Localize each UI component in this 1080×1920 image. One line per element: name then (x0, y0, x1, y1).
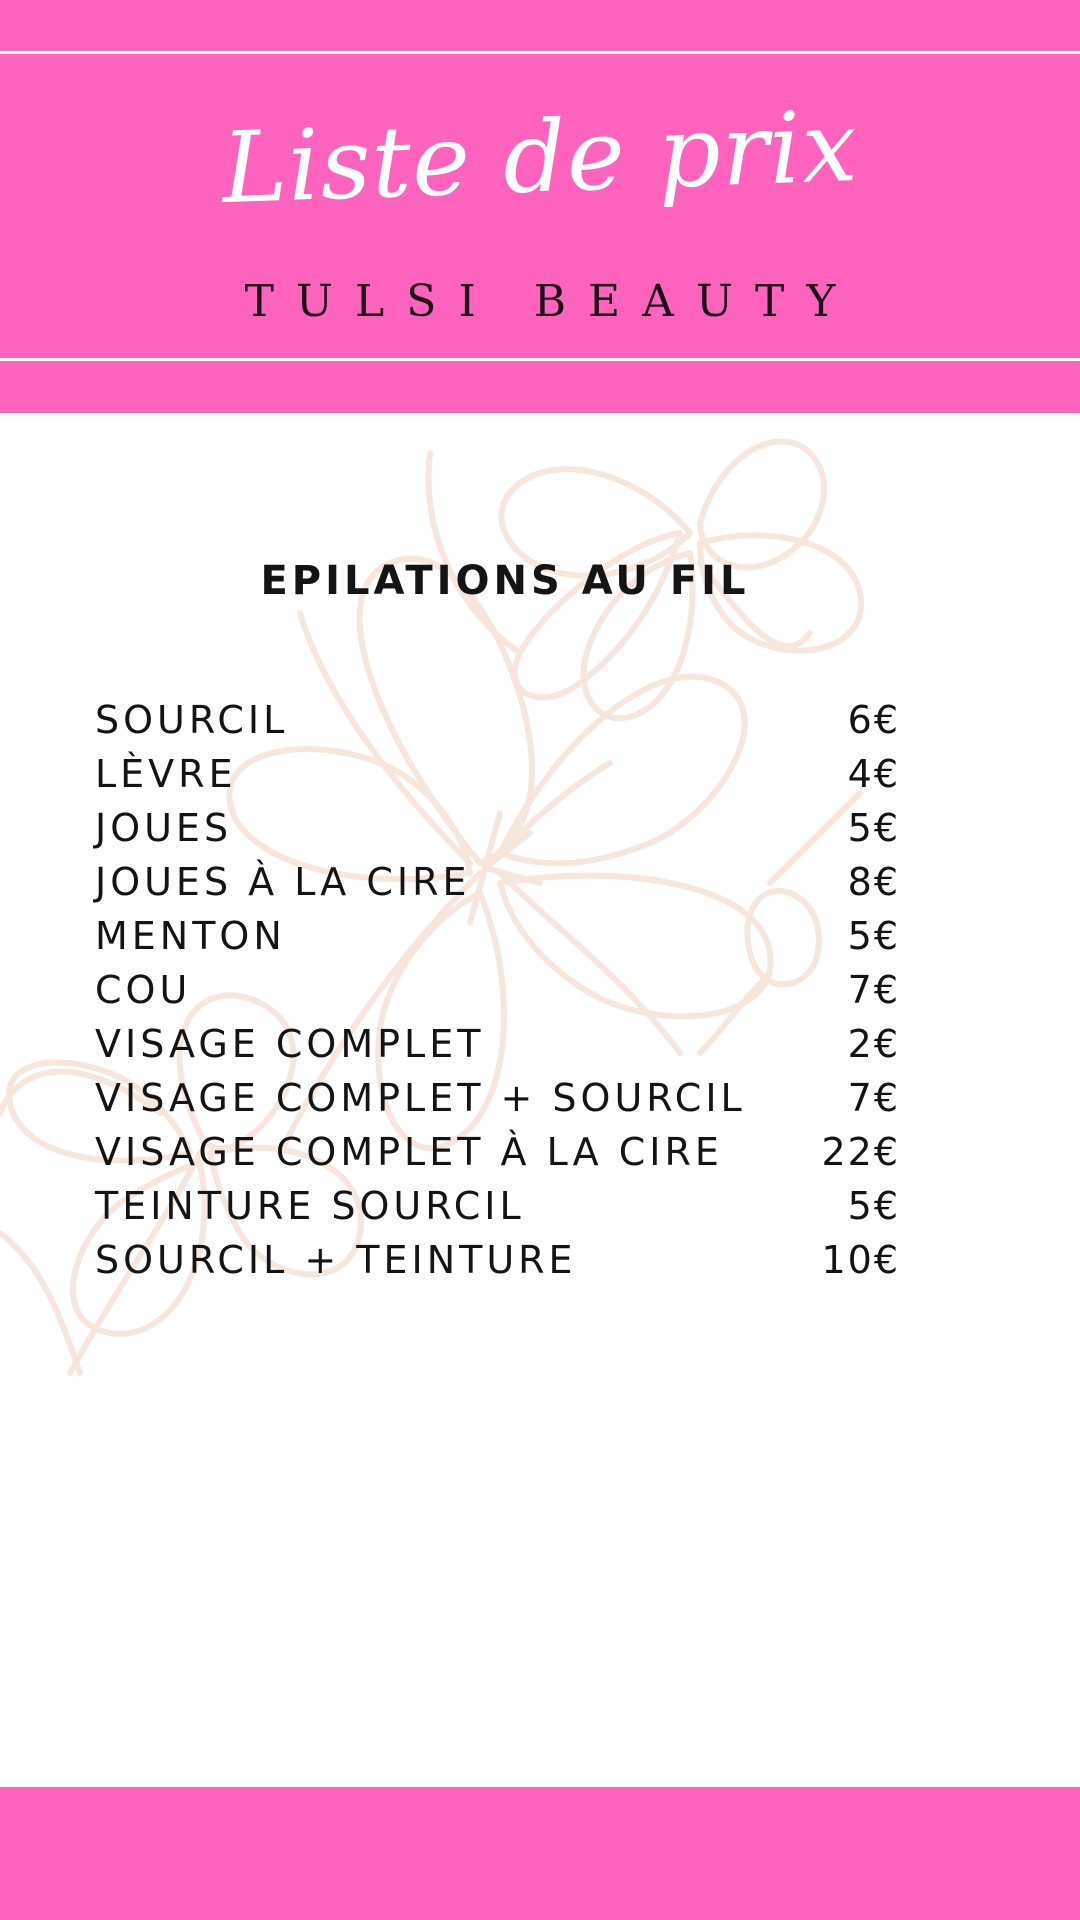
service-price: 6€ (847, 698, 900, 742)
service-name: LÈVRE (95, 752, 237, 796)
price-row-levre (95, 747, 900, 801)
price-row-sourcil (95, 693, 900, 747)
service-name: VISAGE COMPLET (95, 1022, 485, 1066)
service-price: 22€ (821, 1130, 900, 1174)
service-name: JOUES À LA CIRE (95, 860, 471, 904)
price-row-joues-cire (95, 855, 900, 909)
price-list (95, 693, 900, 1287)
footer-banner (0, 1787, 1080, 1920)
service-price: 10€ (821, 1238, 900, 1282)
page-title: Liste de prix (220, 89, 860, 227)
service-name: TEINTURE SOURCIL (95, 1184, 525, 1228)
price-row-sourcil-teinture (95, 1233, 900, 1287)
price-row-teinture-sourcil (95, 1179, 900, 1233)
price-row-visage-complet-cire (95, 1125, 900, 1179)
section-title: EPILATIONS AU FIL (260, 558, 750, 604)
service-price: 4€ (847, 752, 900, 796)
service-price: 7€ (847, 968, 900, 1012)
service-name: JOUES (95, 806, 233, 850)
header-bottom-divider (0, 358, 1080, 361)
service-price: 8€ (847, 860, 900, 904)
service-price: 2€ (847, 1022, 900, 1066)
header-banner (0, 0, 1080, 413)
price-row-cou (95, 963, 900, 1017)
service-name: SOURCIL + TEINTURE (95, 1238, 577, 1282)
service-price: 5€ (847, 914, 900, 958)
service-name: VISAGE COMPLET + SOURCIL (95, 1076, 746, 1120)
service-price: 5€ (847, 806, 900, 850)
price-row-visage-complet (95, 1017, 900, 1071)
service-price: 5€ (847, 1184, 900, 1228)
price-row-joues (95, 801, 900, 855)
service-name: MENTON (95, 914, 286, 958)
brand-name: TULSI BEAUTY (244, 276, 858, 327)
price-row-visage-complet-sourcil (95, 1071, 900, 1125)
price-row-menton (95, 909, 900, 963)
service-name: VISAGE COMPLET À LA CIRE (95, 1130, 723, 1174)
service-name: COU (95, 968, 192, 1012)
service-name: SOURCIL (95, 698, 289, 742)
service-price: 7€ (847, 1076, 900, 1120)
header-top-divider (0, 51, 1080, 54)
